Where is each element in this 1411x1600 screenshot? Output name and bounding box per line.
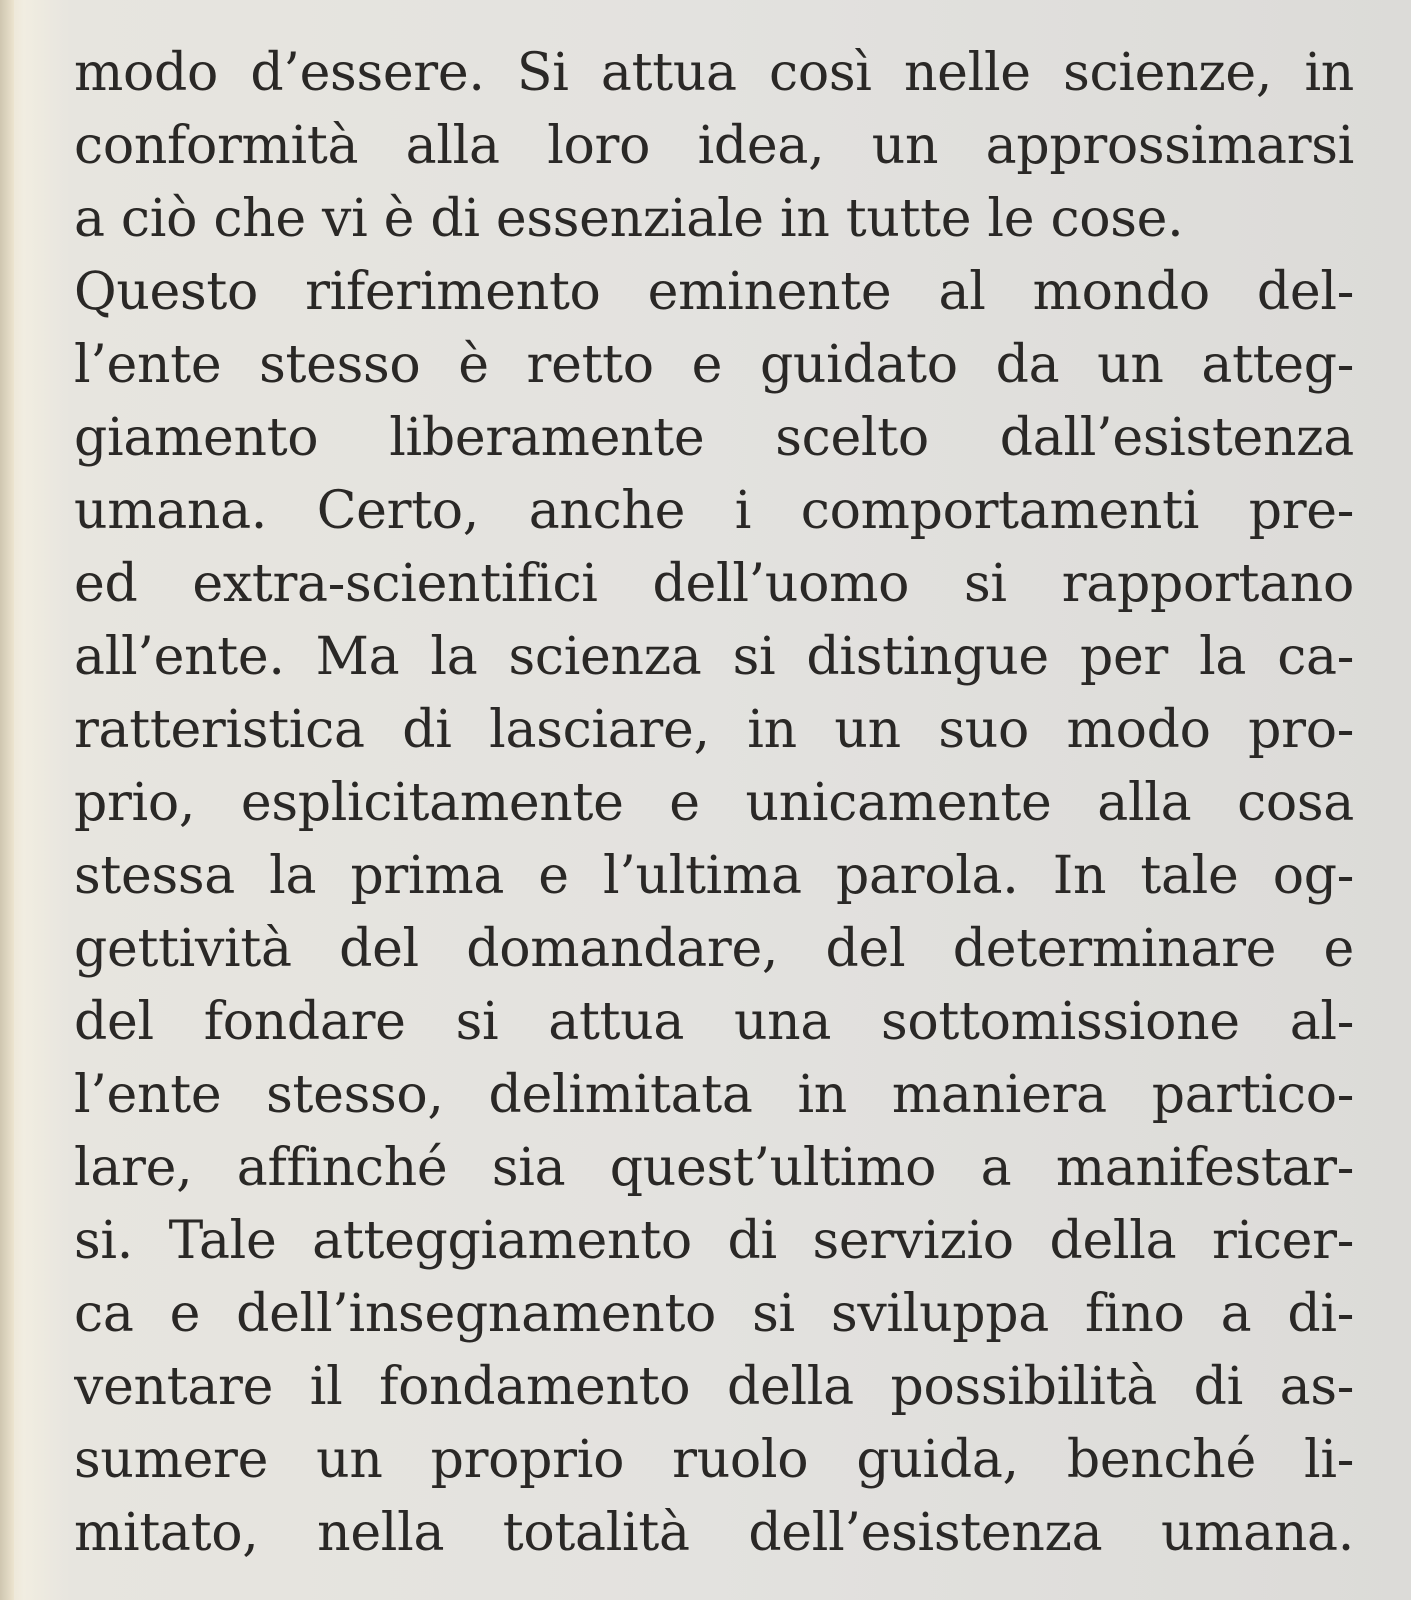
text-line: prio, esplicitamente e unicamente alla cosa — [74, 773, 1354, 833]
text-line: l’ente stesso è retto e guidato da un atteg- — [74, 335, 1354, 395]
book-page-text — [74, 0, 1354, 1570]
text-line: modo d’essere. Si attua così nelle scienze, in — [74, 43, 1354, 103]
text-line: Questo riferimento eminente al mondo del- — [74, 262, 1354, 322]
text-line: gettività del domandare, del determinare e — [74, 919, 1354, 979]
text-line: mitato, nella totalità dell’esistenza umana. — [74, 1503, 1354, 1563]
text-line: giamento liberamente scelto dall’esistenza — [74, 408, 1354, 468]
text-line: si. Tale atteggiamento di servizio della ricer- — [74, 1211, 1354, 1271]
text-line: umana. Certo, anche i comportamenti pre- — [74, 481, 1354, 541]
text-line: l’ente stesso, delimitata in maniera partico- — [74, 1065, 1354, 1125]
text-line: all’ente. Ma la scienza si distingue per la ca- — [74, 627, 1354, 687]
text-line: ratteristica di lasciare, in un suo modo pro- — [74, 700, 1354, 760]
text-line: ventare il fondamento della possibilità di as- — [74, 1357, 1354, 1417]
book-page-edge — [0, 0, 14, 1600]
text-line: sumere un proprio ruolo guida, benché li- — [74, 1430, 1354, 1490]
text-line — [74, 0, 1354, 37]
text-line: conformità alla loro idea, un approssimarsi — [74, 116, 1354, 176]
text-line: del fondare si attua una sottomissione al- — [74, 992, 1354, 1052]
text-line: lare, affinché sia quest’ultimo a manifestar- — [74, 1138, 1354, 1198]
text-line: ca e dell’insegnamento si sviluppa fino a di- — [74, 1284, 1354, 1344]
text-line: a ciò che vi è di essenziale in tutte le cose. — [74, 189, 1184, 249]
text-line: stessa la prima e l’ultima parola. In tale og- — [74, 846, 1354, 906]
text-line: ed extra-scientifici dell’uomo si rapportano — [74, 554, 1354, 614]
